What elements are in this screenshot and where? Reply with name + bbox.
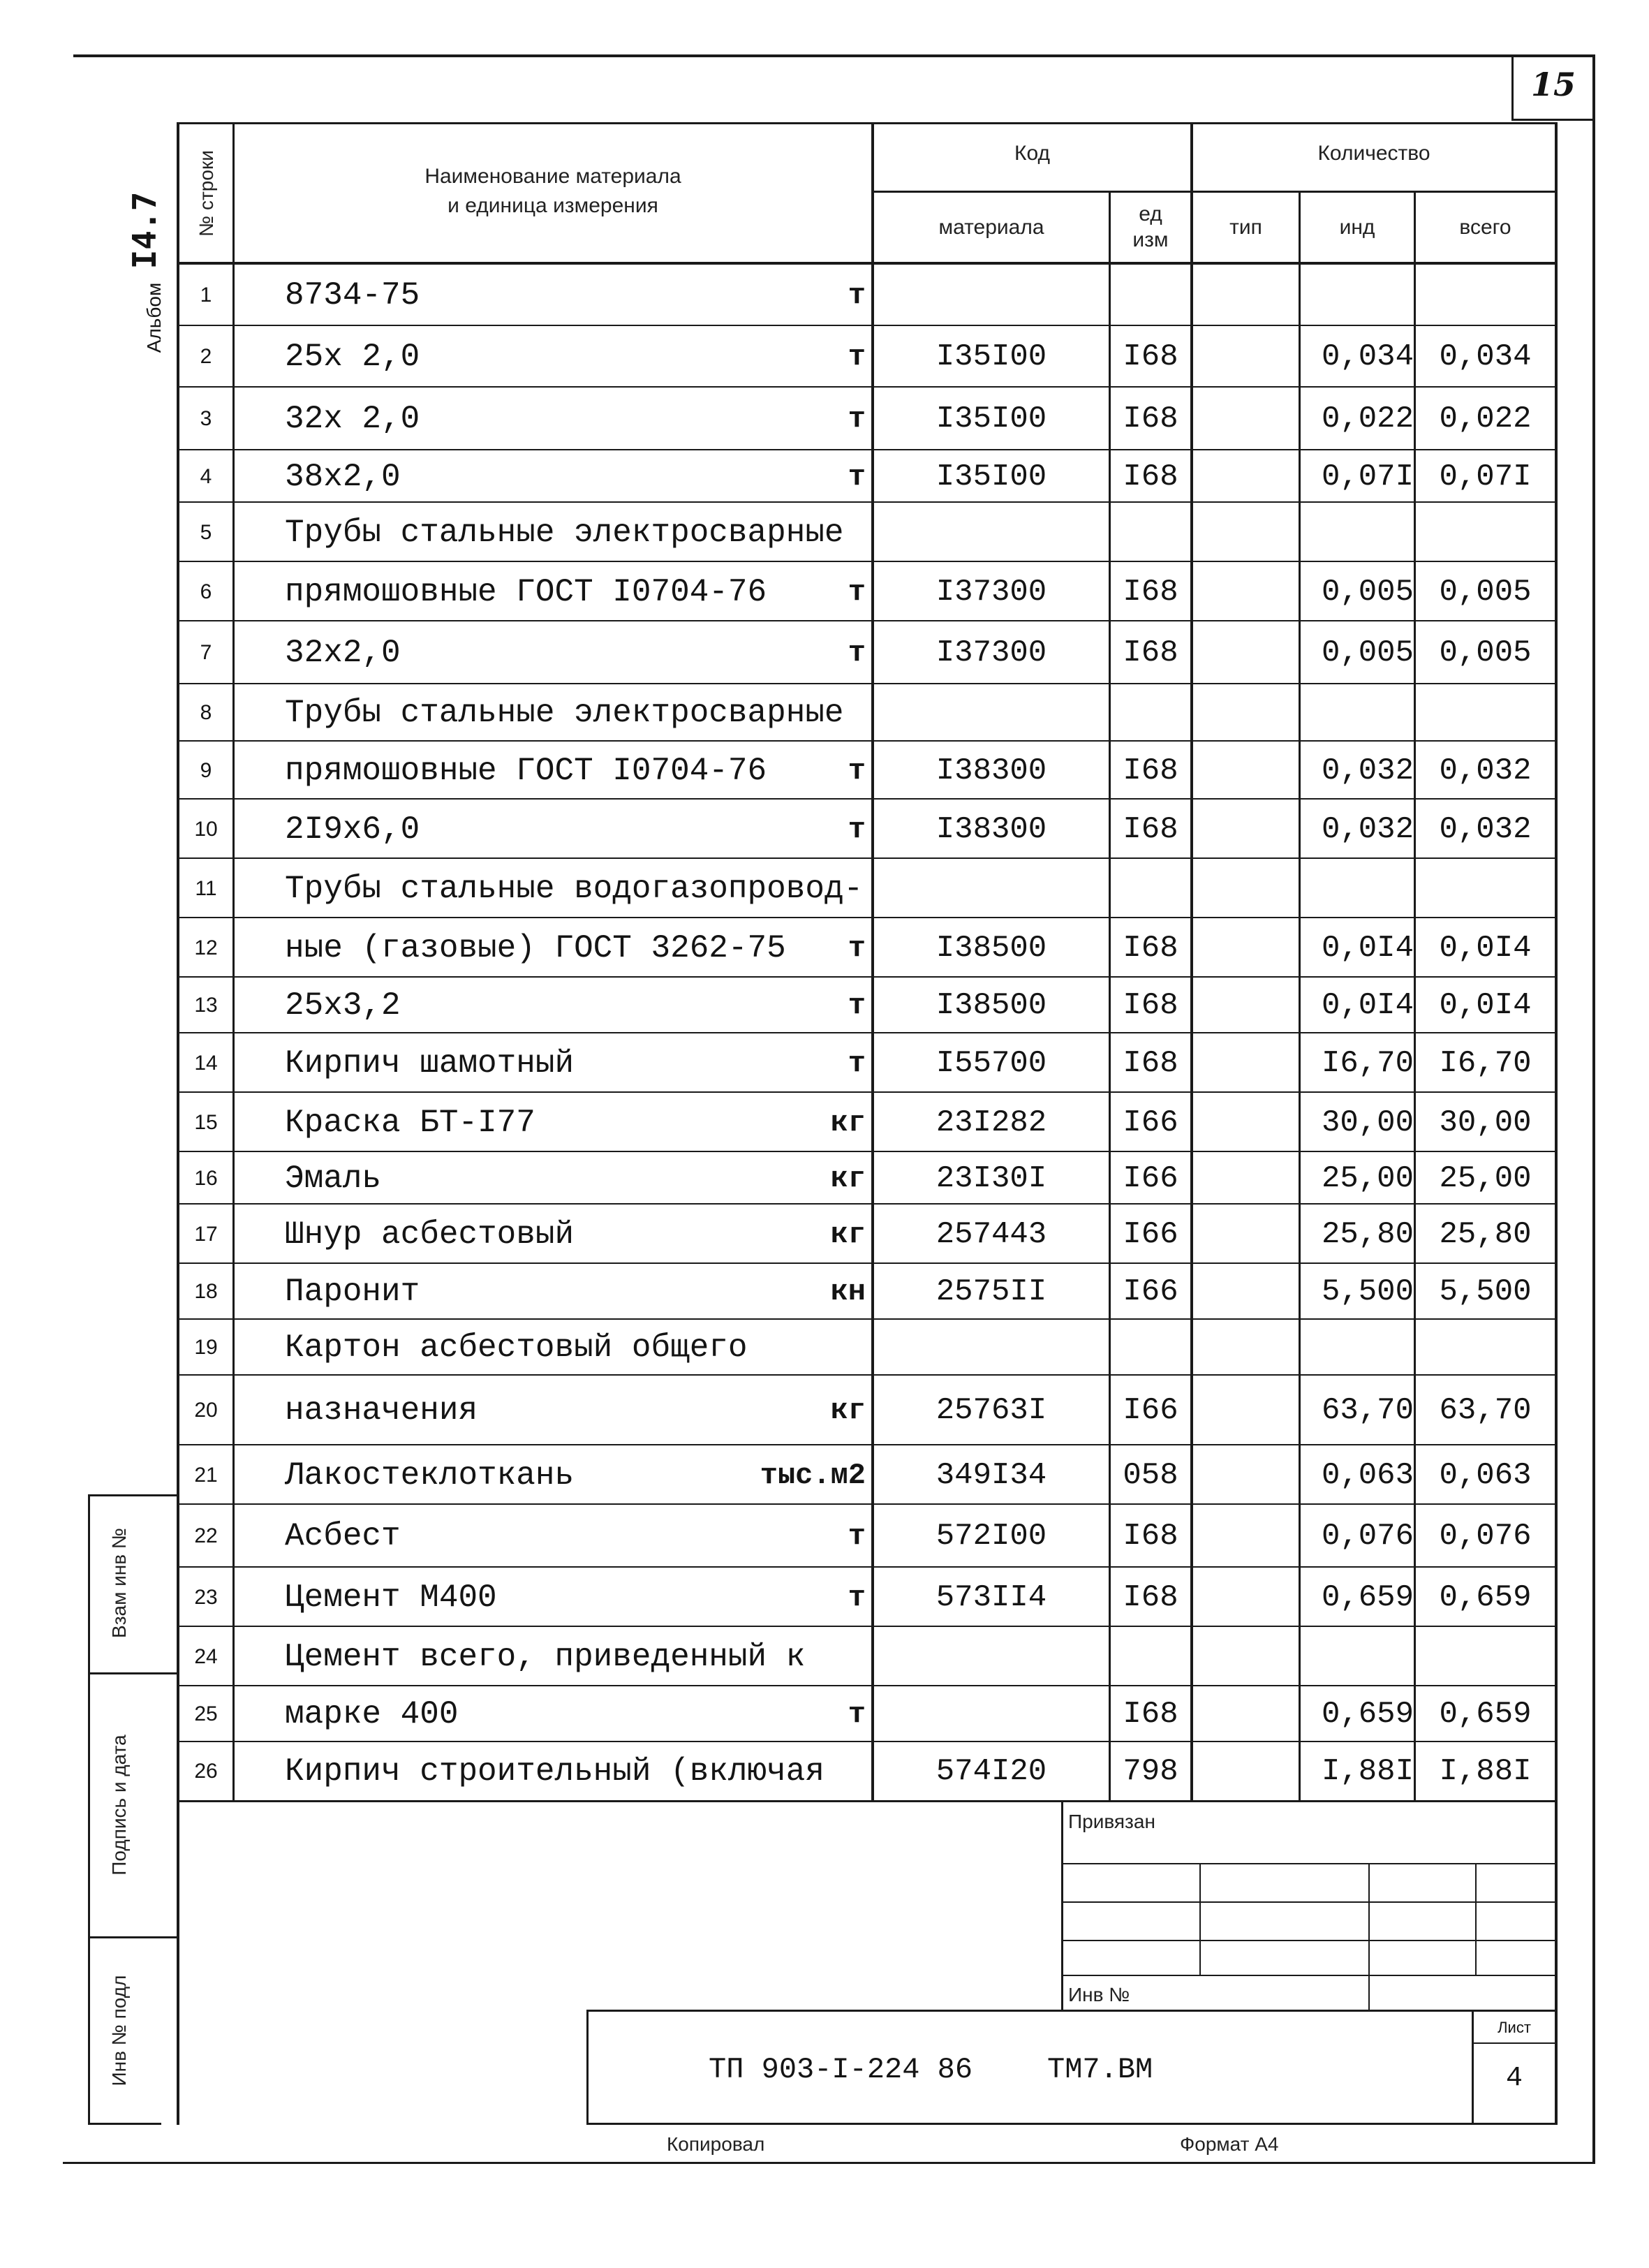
stamp-doc-mark: ТМ7.ВМ: [1047, 2053, 1153, 2086]
cell-ed: I68: [1123, 930, 1178, 966]
side-strip-divider: [88, 1936, 177, 1938]
stamp-sheet-label-line: [1472, 2042, 1558, 2044]
cell-name: Эмаль: [285, 1160, 382, 1197]
stamp-grid-vline: [1368, 1863, 1370, 2011]
table-bottom-line: [177, 1800, 1558, 1802]
cell-n: 19: [194, 1336, 218, 1359]
cell-n: 9: [200, 758, 212, 782]
stamp-grid-vline: [1475, 1863, 1477, 1976]
cell-unit: т: [848, 340, 866, 374]
cell-ind: 0,063: [1321, 1457, 1414, 1493]
row-line: [178, 1626, 1557, 1627]
row-line: [178, 976, 1557, 978]
cell-code: I35I00: [936, 339, 1047, 374]
cell-code: I38300: [936, 811, 1047, 847]
cell-unit: кн: [830, 1275, 866, 1309]
cell-n: 2: [200, 345, 212, 368]
cell-n: 1: [200, 283, 212, 307]
album-number: I4.7: [126, 191, 163, 270]
cell-total: 0,034: [1439, 339, 1532, 374]
cell-n: 21: [194, 1463, 218, 1487]
header-name-line2: и единица измерения: [448, 194, 658, 217]
stamp-sheet-label: Лист: [1498, 2019, 1531, 2036]
cell-n: 26: [194, 1759, 218, 1783]
cell-ind: 0,07I: [1321, 459, 1414, 494]
cell-total: 0,032: [1439, 753, 1532, 788]
row-line: [178, 917, 1557, 918]
cell-n: 23: [194, 1585, 218, 1609]
table-right-line: [1555, 122, 1558, 2125]
row-line: [178, 1503, 1557, 1505]
cell-ind: I,88I: [1321, 1753, 1414, 1789]
cell-ind: 0,032: [1321, 811, 1414, 847]
cell-ind: 0,0I4: [1321, 930, 1414, 966]
cell-n: 22: [194, 1524, 218, 1547]
cell-ed: I68: [1123, 753, 1178, 788]
cell-ind: 0,659: [1321, 1697, 1414, 1732]
cell-unit: т: [848, 636, 866, 670]
cell-n: 4: [200, 464, 212, 488]
header-row-number: № строки: [195, 150, 217, 237]
col-line-rownum: [232, 122, 235, 1802]
cell-unit: т: [848, 1698, 866, 1731]
row-line: [178, 1318, 1557, 1320]
row-line: [178, 449, 1557, 450]
cell-total: 0,659: [1439, 1697, 1532, 1732]
stamp-inv-no: Инв №: [1068, 1984, 1130, 2005]
cell-name: ные (газовые) ГОСТ 3262-75: [285, 929, 786, 966]
cell-ed: I68: [1123, 574, 1178, 610]
header-qty-total: всего: [1459, 216, 1511, 239]
cell-total: 30,00: [1439, 1105, 1532, 1140]
cell-ind: 0,0I4: [1321, 988, 1414, 1023]
cell-code: 257443: [936, 1216, 1047, 1252]
header-bottom-line: [177, 262, 1558, 265]
cell-unit: т: [848, 812, 866, 846]
footer-format: Формат А4: [1180, 2133, 1279, 2155]
row-line: [178, 798, 1557, 800]
stamp-doc-code: ТП 903-I-224 86: [709, 2053, 973, 2086]
row-line: [178, 1032, 1557, 1033]
cell-ind: 0,032: [1321, 753, 1414, 788]
cell-name: Цемент всего, приведенный к: [285, 1638, 806, 1675]
row-line: [178, 1741, 1557, 1742]
side-strip-divider: [88, 1672, 177, 1674]
cell-ind: 63,70: [1321, 1393, 1414, 1428]
row-line: [178, 501, 1557, 503]
cell-total: 0,063: [1439, 1457, 1532, 1493]
album-label: Альбом: [143, 282, 165, 353]
header-code-unit-line1: ед: [1139, 202, 1162, 226]
header-code-unit-line2: изм: [1132, 228, 1169, 251]
cell-name: 38х2,0: [285, 458, 401, 495]
cell-name: 25х 2,0: [285, 339, 420, 375]
stamp-grid-line: [1061, 1940, 1558, 1941]
cell-n: 15: [194, 1110, 218, 1134]
cell-code: I37300: [936, 574, 1047, 610]
cell-code: 572I00: [936, 1519, 1047, 1554]
cell-ed: I66: [1123, 1393, 1178, 1428]
cell-name: Краска БТ-I77: [285, 1104, 535, 1141]
cell-n: 8: [200, 701, 212, 724]
row-line: [178, 1444, 1557, 1445]
row-line: [178, 857, 1557, 859]
row-line: [178, 386, 1557, 388]
cell-total: 0,07I: [1439, 459, 1532, 494]
stamp-privyazan-left: [1061, 1800, 1063, 2011]
stamp-grid-vline: [1199, 1863, 1201, 1976]
cell-name: Трубы стальные электросварные: [285, 695, 844, 731]
cell-n: 10: [194, 817, 218, 841]
cell-unit: т: [848, 1046, 866, 1080]
page-number-box-bottom: [1511, 119, 1595, 121]
cell-ed: 798: [1123, 1753, 1178, 1789]
cell-name: прямошовные ГОСТ I0704-76: [285, 573, 767, 610]
row-line: [178, 325, 1557, 326]
header-sub-line: [871, 191, 1558, 193]
side-label-inv-podl: Инв № подл: [108, 1975, 130, 2086]
cell-ind: 30,00: [1321, 1105, 1414, 1140]
cell-total: 0,0I4: [1439, 930, 1532, 966]
cell-ind: 25,80: [1321, 1216, 1414, 1252]
row-line: [178, 683, 1557, 684]
side-label-podpis: Подпись и дата: [108, 1735, 130, 1876]
cell-unit: т: [848, 459, 866, 494]
cell-unit: т: [848, 931, 866, 965]
stamp-main-bottom: [586, 2123, 1558, 2125]
right-border-line: [1592, 54, 1595, 2163]
stamp-privyazan-label: Привязан: [1068, 1811, 1155, 1832]
row-line: [178, 620, 1557, 621]
cell-name: Трубы стальные водогазопровод-: [285, 870, 864, 907]
side-strip-bottom: [88, 2123, 161, 2125]
cell-code: I38500: [936, 988, 1047, 1023]
cell-ed: I68: [1123, 1519, 1178, 1554]
cell-name: 8734-75: [285, 277, 420, 314]
side-strip-left: [88, 1494, 90, 2125]
cell-ind: 0,659: [1321, 1580, 1414, 1615]
cell-ind: 0,034: [1321, 339, 1414, 374]
cell-n: 6: [200, 580, 212, 603]
cell-total: 0,032: [1439, 811, 1532, 847]
cell-code: 23I282: [936, 1105, 1047, 1140]
row-line: [178, 1262, 1557, 1264]
cell-total: 0,022: [1439, 402, 1532, 436]
footer-copied: Копировал: [667, 2133, 765, 2155]
cell-ed: I68: [1123, 339, 1178, 374]
cell-total: 0,005: [1439, 635, 1532, 670]
side-strip-top: [88, 1494, 177, 1496]
stamp-grid-line: [1061, 1901, 1558, 1903]
cell-unit: т: [848, 1580, 866, 1614]
cell-n: 20: [194, 1399, 218, 1422]
cell-code: I35I00: [936, 459, 1047, 494]
header-code-group: Код: [1014, 142, 1050, 165]
cell-name: 32х 2,0: [285, 401, 420, 437]
stamp-main-left: [586, 2010, 589, 2125]
row-line: [178, 1151, 1557, 1152]
cell-code: I38300: [936, 753, 1047, 788]
cell-ed: I66: [1123, 1105, 1178, 1140]
cell-total: I6,70: [1439, 1045, 1532, 1081]
cell-name: прямошовные ГОСТ I0704-76: [285, 752, 767, 789]
cell-unit: тыс.м2: [760, 1458, 866, 1492]
cell-ind: 0,076: [1321, 1519, 1414, 1554]
cell-unit: т: [848, 1519, 866, 1553]
cell-name: 25х3,2: [285, 987, 401, 1024]
cell-n: 14: [194, 1051, 218, 1075]
cell-n: 11: [195, 876, 217, 900]
cell-total: 0,076: [1439, 1519, 1532, 1554]
row-line: [178, 1566, 1557, 1568]
cell-code: I35I00: [936, 402, 1047, 436]
cell-name: Шнур асбестовый: [285, 1216, 575, 1253]
cell-code: 2575II: [936, 1274, 1047, 1309]
cell-code: 574I20: [936, 1753, 1047, 1789]
cell-name: Кирпич шамотный: [285, 1045, 575, 1082]
cell-code: 25763I: [936, 1393, 1047, 1428]
cell-total: I,88I: [1439, 1753, 1532, 1789]
row-line: [178, 1685, 1557, 1686]
cell-ind: 0,022: [1321, 402, 1414, 436]
cell-total: 63,70: [1439, 1393, 1532, 1428]
cell-n: 16: [194, 1166, 218, 1190]
cell-name: назначения: [285, 1392, 478, 1429]
cell-total: 0,005: [1439, 574, 1532, 610]
cell-unit: кг: [830, 1161, 866, 1195]
top-border-line: [73, 54, 1595, 57]
col-line-ed: [1190, 122, 1193, 1802]
cell-name: 32х2,0: [285, 635, 401, 671]
cell-total: 0,0I4: [1439, 988, 1532, 1023]
page-number: 15: [1530, 66, 1576, 103]
header-qty-group: Количество: [1317, 142, 1430, 165]
cell-unit: т: [848, 989, 866, 1022]
cell-code: 573II4: [936, 1580, 1047, 1615]
cell-name: 2I9х6,0: [285, 811, 420, 848]
cell-name: марке 400: [285, 1696, 459, 1732]
cell-ind: 0,005: [1321, 635, 1414, 670]
cell-ed: I68: [1123, 402, 1178, 436]
cell-unit: кг: [830, 1217, 866, 1251]
header-code-material: материала: [938, 216, 1044, 239]
side-label-vzam: Взам инв №: [108, 1528, 130, 1638]
header-name-line1: Наименование материала: [424, 165, 681, 188]
cell-n: 7: [200, 641, 212, 664]
cell-ed: I68: [1123, 988, 1178, 1023]
cell-unit: т: [848, 402, 866, 436]
header-qty-ind: инд: [1339, 216, 1375, 239]
cell-n: 3: [200, 407, 212, 430]
cell-ind: 5,500: [1321, 1274, 1414, 1309]
cell-n: 5: [200, 520, 212, 544]
cell-unit: т: [848, 575, 866, 609]
cell-ed: I68: [1123, 1580, 1178, 1615]
cell-name: Картон асбестовый общего: [285, 1330, 748, 1366]
cell-name: Трубы стальные электросварные: [285, 514, 844, 551]
row-line: [178, 561, 1557, 562]
cell-ed: I66: [1123, 1161, 1178, 1196]
stamp-grid-line: [1061, 1975, 1558, 1976]
stamp-main-top: [586, 2010, 1558, 2012]
row-line: [178, 740, 1557, 742]
cell-unit: кг: [830, 1105, 866, 1140]
bottom-border-line: [63, 2162, 1595, 2164]
cell-ed: I68: [1123, 635, 1178, 670]
cell-name: Лакостеклоткань: [285, 1457, 575, 1494]
cell-unit: т: [848, 753, 866, 788]
cell-ed: 058: [1123, 1457, 1178, 1493]
stamp-sheet-number: 4: [1505, 2063, 1523, 2094]
cell-n: 24: [194, 1644, 218, 1668]
cell-name: Асбест: [285, 1518, 401, 1554]
cell-n: 12: [194, 936, 218, 959]
cell-total: 0,659: [1439, 1580, 1532, 1615]
stamp-grid-line: [1061, 1863, 1558, 1864]
cell-name: Паронит: [285, 1274, 420, 1310]
cell-n: 18: [194, 1280, 218, 1303]
cell-ind: I6,70: [1321, 1045, 1414, 1081]
cell-name: Кирпич строительный (включая: [285, 1753, 824, 1790]
row-line: [178, 1203, 1557, 1205]
cell-ind: 25,00: [1321, 1161, 1414, 1196]
cell-n: 25: [194, 1702, 218, 1725]
cell-ed: I66: [1123, 1274, 1178, 1309]
cell-unit: т: [848, 278, 866, 312]
cell-total: 25,00: [1439, 1161, 1532, 1196]
cell-code: I38500: [936, 930, 1047, 966]
cell-n: 17: [194, 1222, 218, 1246]
cell-code: 349I34: [936, 1457, 1047, 1493]
cell-code: I55700: [936, 1045, 1047, 1081]
cell-ed: I68: [1123, 459, 1178, 494]
cell-name: Цемент М400: [285, 1579, 497, 1616]
table-top-line: [177, 122, 1558, 124]
row-line: [178, 1091, 1557, 1093]
cell-unit: кг: [830, 1394, 866, 1427]
cell-ed: I68: [1123, 1697, 1178, 1732]
cell-code: I37300: [936, 635, 1047, 670]
cell-total: 5,500: [1439, 1274, 1532, 1309]
cell-ed: I68: [1123, 1045, 1178, 1081]
cell-code: 23I30I: [936, 1161, 1047, 1196]
header-qty-type: тип: [1229, 216, 1262, 239]
row-line: [178, 1374, 1557, 1376]
cell-total: 25,80: [1439, 1216, 1532, 1252]
cell-n: 13: [194, 994, 218, 1017]
cell-ed: I66: [1123, 1216, 1178, 1252]
cell-ind: 0,005: [1321, 574, 1414, 610]
cell-ed: I68: [1123, 811, 1178, 847]
